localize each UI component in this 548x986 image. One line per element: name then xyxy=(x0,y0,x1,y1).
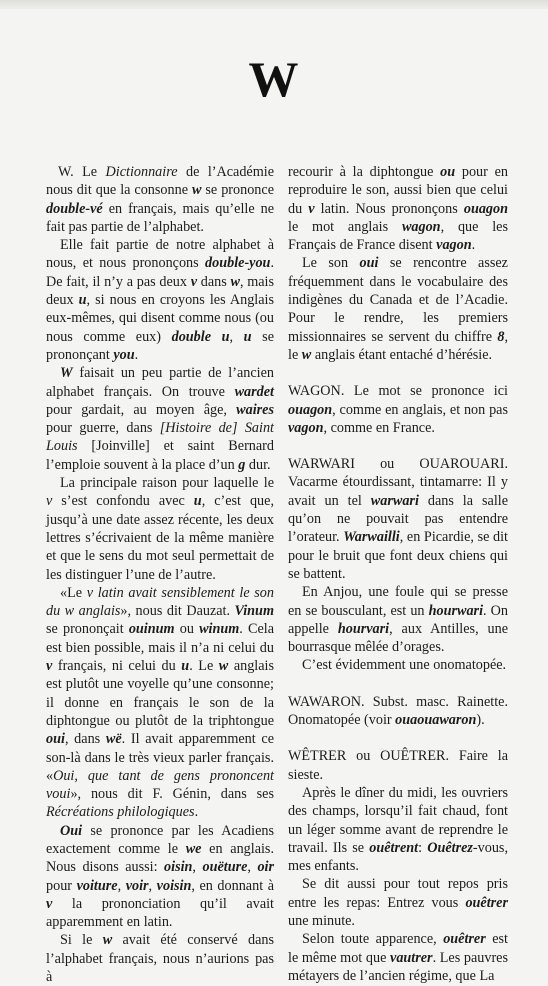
emphasized-term: hourvari xyxy=(337,620,390,637)
emphasized-term: wë xyxy=(105,731,122,748)
text-run: Si le xyxy=(60,932,103,949)
emphasized-term: vautrer xyxy=(390,949,433,966)
entry-spacer xyxy=(288,364,508,382)
text-run: . Vacarme étourdissant, tintamarre: Il y avait un tel xyxy=(288,456,508,509)
text-run: , xyxy=(247,859,258,876)
italic-text: Récréations philologiques xyxy=(46,804,195,821)
dictionary-entry xyxy=(288,163,508,254)
text-run: dur. xyxy=(245,456,271,473)
paragraph xyxy=(288,254,508,364)
text-run: . Faire la sieste. xyxy=(288,748,508,783)
emphasized-term: vagon xyxy=(288,419,324,436)
paragraph xyxy=(288,784,508,875)
emphasized-term: wagon xyxy=(401,218,441,235)
emphasized-term: 8 xyxy=(497,328,505,345)
text-run: , en Picardie, se dit pour le bruit que font deux chiens qui se battent. xyxy=(288,529,508,582)
text-run: la prononciation qu’il avait apparemment en latin. xyxy=(46,895,274,931)
text-run: le mot anglais xyxy=(288,218,402,235)
text-run: Le son xyxy=(302,255,360,272)
text-run: Se dit aussi pour tout repos pris entre les repas: Entrez vous xyxy=(288,876,508,911)
emphasized-term: v xyxy=(46,658,53,675)
text-run: Selon toute apparence, xyxy=(302,931,444,948)
text-run: latin. Nous prononçons xyxy=(314,200,464,217)
emphasized-term: voir xyxy=(125,877,149,894)
text-run: , xyxy=(117,877,126,894)
text-run: W. xyxy=(58,164,74,180)
emphasized-term: voisin xyxy=(156,877,192,894)
emphasized-term: w xyxy=(301,346,312,363)
paragraph xyxy=(46,474,274,584)
paragraph xyxy=(46,931,274,986)
paragraph xyxy=(46,584,274,822)
emphasized-term: ouêtrer xyxy=(443,931,486,948)
emphasized-term: u xyxy=(78,292,87,309)
text-run: ou xyxy=(174,621,200,638)
text-run: de l’Académie nous dit que la consonne xyxy=(46,164,274,199)
text-run: , le xyxy=(288,328,508,363)
emphasized-term: Ouêtrez xyxy=(427,839,473,856)
dictionary-entry xyxy=(288,455,508,583)
emphasized-term: you xyxy=(113,346,135,363)
left-column xyxy=(46,163,274,986)
text-run: C’est évidemment une onomatopée. xyxy=(302,657,507,674)
paragraph xyxy=(46,163,274,236)
text-run: pour gardait, au moyen âge, xyxy=(46,401,237,418)
text-run: . xyxy=(194,804,199,821)
text-run: ). xyxy=(476,712,485,729)
text-run: . Il avait apparemment ce son-là dans le très vieux parler français. « xyxy=(46,731,274,784)
text-run: ou xyxy=(346,748,381,765)
text-run: , en donnant à xyxy=(191,877,275,894)
paragraph xyxy=(288,875,508,930)
text-run: . Subst. masc. Rainette. Onomatopée (voir xyxy=(288,693,508,729)
emphasized-term: ouagon xyxy=(463,200,509,217)
emphasized-term: v xyxy=(190,273,197,290)
text-run: se prononce xyxy=(201,182,274,199)
text-run: WAWARON xyxy=(288,693,361,710)
text-run: en anglais. Nous disons aussi: xyxy=(46,840,274,876)
emphasized-term: oui xyxy=(359,255,379,272)
text-run: , comme en France. xyxy=(323,419,435,436)
emphasized-term: u xyxy=(193,493,202,510)
text-run: . xyxy=(134,346,139,363)
text-run: En Anjou, une foule qui se presse en se bousculant, est un xyxy=(288,584,508,619)
text-run: dans la salle qu’on ne pouvait pas entendre l’orateur. xyxy=(288,492,508,546)
text-run: avait été conservé dans l’alphabet français, nous n’aurions pas à xyxy=(46,932,274,986)
text-run: pour en reproduire le son, aussi bien que celui du xyxy=(288,164,508,217)
text-run: . Le mot se prononce ici xyxy=(340,383,508,400)
emphasized-term: double u xyxy=(171,328,230,345)
italic-text: Dictionnaire xyxy=(105,164,178,180)
emphasized-term: ouêtrer xyxy=(465,894,508,911)
emphasized-term: w xyxy=(102,932,113,949)
text-run: est le même mot que xyxy=(288,931,508,966)
text-run: , xyxy=(148,877,157,894)
text-run: La principale raison pour laquelle le xyxy=(60,475,274,492)
emphasized-term: we xyxy=(185,840,202,857)
paragraph xyxy=(288,930,508,985)
text-run: , c’est que, jusqu’à une date assez récente, les deux lettres s’écrivaient de la même manière et que le sens du mot seul permettait de les distinguer l’une de l’autre. xyxy=(46,493,274,583)
emphasized-term: v xyxy=(46,895,53,912)
text-run: . On appelle xyxy=(288,602,509,637)
emphasized-term: g xyxy=(238,456,246,473)
text-run: WARWARI xyxy=(288,456,355,473)
text-run: WÊTRER xyxy=(288,748,347,765)
text-run: se prononçant xyxy=(46,328,274,363)
section-letter: W xyxy=(248,51,300,107)
emphasized-term: Oui xyxy=(60,822,83,839)
text-run: OUAROUARI xyxy=(419,456,505,473)
text-run: en français, mais qu’elle ne fait pas partie de l’alphabet. xyxy=(46,200,274,235)
emphasized-term: Vinum xyxy=(234,603,274,620)
dictionary-entry xyxy=(288,382,508,437)
emphasized-term: oir xyxy=(257,859,275,876)
emphasized-term: waires xyxy=(236,401,274,418)
text-run: . Les pauvres métayers de l’ancien régime, que La xyxy=(288,949,509,984)
emphasized-term: ouêtrent xyxy=(369,839,419,856)
emphasized-term: u xyxy=(243,328,252,345)
text-run: ou xyxy=(355,456,420,473)
text-run: anglais est plutôt une voyelle qu’une consonne; il donne en français le son de la diphtongue ou plutôt de la triphtongue xyxy=(46,658,274,729)
emphasized-term: double-vé xyxy=(46,200,103,217)
paragraph xyxy=(46,364,274,474)
emphasized-term: W xyxy=(60,365,73,382)
emphasized-term: hourwari xyxy=(428,602,484,619)
text-run: Après le dîner du midi, les ouvriers des champs, lorsqu’il fait chaud, font un léger somme avant de reprendre le travail. Ils se xyxy=(288,784,508,856)
text-run: pour xyxy=(46,877,77,894)
text-run: s’est confondu avec xyxy=(52,493,194,510)
text-run: . De fait, il n’y a pas deux xyxy=(46,255,274,290)
italic-text: Oui, que tant de gens prononcent voui xyxy=(46,767,274,803)
text-run: OUÊTRER xyxy=(380,748,446,765)
dictionary-entry xyxy=(288,693,508,730)
text-run: «Le xyxy=(60,584,87,601)
emphasized-term: u xyxy=(181,658,190,675)
text-run: [Joinville] et saint Bernard l’emploie souvent à la place d’un xyxy=(46,438,274,473)
emphasized-term: w xyxy=(218,658,229,675)
text-run: se prononce par les Acadiens exactement comme le xyxy=(46,822,274,857)
emphasized-term: w xyxy=(191,182,202,199)
italic-text: v xyxy=(46,493,53,510)
emphasized-term: voiture xyxy=(76,877,118,894)
emphasized-term: v xyxy=(308,200,315,217)
text-run: , comme en anglais, et non pas xyxy=(332,401,508,418)
text-run: français, ni celui du xyxy=(52,658,182,675)
bleed-through-header xyxy=(0,0,548,9)
text-run: , xyxy=(192,859,203,876)
text-run: . Le xyxy=(189,658,219,675)
text-run: , mais deux xyxy=(46,273,275,309)
paragraph xyxy=(46,822,274,932)
entry-spacer xyxy=(288,675,508,693)
text-run: Elle fait partie de notre alphabet à nous, et nous prononçons xyxy=(46,237,274,272)
text-run: recourir à la diphtongue xyxy=(288,164,441,180)
emphasized-term: vagon xyxy=(436,237,472,254)
text-run: , xyxy=(229,328,244,345)
text-run: une minute. xyxy=(288,912,355,929)
dictionary-entry xyxy=(288,747,508,784)
italic-text: v latin avait sensiblement le son du w anglais xyxy=(46,584,274,620)
text-run: pour guerre, dans xyxy=(46,420,160,437)
entry-spacer xyxy=(288,729,508,747)
emphasized-term: winum xyxy=(199,621,240,638)
text-run: WAGON xyxy=(288,383,341,400)
emphasized-term: double-you xyxy=(205,255,271,272)
paragraph xyxy=(288,656,508,674)
text-run: anglais étant entaché d’hérésie. xyxy=(311,346,493,363)
emphasized-term: ouagon xyxy=(288,401,333,418)
right-column xyxy=(288,163,508,985)
text-run: , que les Français de France disent xyxy=(288,218,508,254)
text-run: se rencontre assez fréquemment dans le vocabulaire des indigènes du Canada et de l’Acadie. Pour le rendre, les premiers missionnaires se servent du chiffre xyxy=(288,255,508,345)
emphasized-term: warwari xyxy=(370,492,419,509)
emphasized-term: ouëture xyxy=(202,859,248,876)
emphasized-term: wardet xyxy=(234,383,274,400)
emphasized-term: oui xyxy=(46,731,65,748)
text-run: , dans xyxy=(64,731,106,748)
text-run: . Cela est bien possible, mais il n’a ni celui du xyxy=(46,621,274,656)
emphasized-term: oisin xyxy=(164,859,193,876)
text-run: dans xyxy=(197,273,231,290)
emphasized-term: ou xyxy=(440,164,456,180)
text-run: , si nous en croyons les Anglais eux-mêmes, qui disent comme nous (ou nous comme eux) xyxy=(46,292,274,345)
text-run: . xyxy=(471,237,476,254)
emphasized-term: ouaouawaron xyxy=(395,712,477,729)
paragraph xyxy=(288,583,508,656)
text-run: », nous dit F. Génin, dans ses xyxy=(70,786,274,803)
emphasized-term: Warwailli xyxy=(343,529,400,546)
text-run: -vous, mes enfants. xyxy=(288,839,508,875)
text-run: , aux Antilles, une bourrasque mêlée d’orages. xyxy=(288,620,508,656)
emphasized-term: ouinum xyxy=(128,621,175,638)
text-run: Le xyxy=(73,164,106,180)
text-run: : xyxy=(418,839,428,856)
paragraph xyxy=(46,236,274,364)
emphasized-term: w xyxy=(230,273,240,290)
text-run: se prononçait xyxy=(46,621,129,638)
text-run: », nous dit Dauzat. xyxy=(120,603,235,620)
entry-spacer xyxy=(288,437,508,455)
italic-text: [Histoire de] Saint Louis xyxy=(46,420,274,455)
text-run: faisait un peu partie de l’ancien alphabet français. On trouve xyxy=(46,365,274,400)
